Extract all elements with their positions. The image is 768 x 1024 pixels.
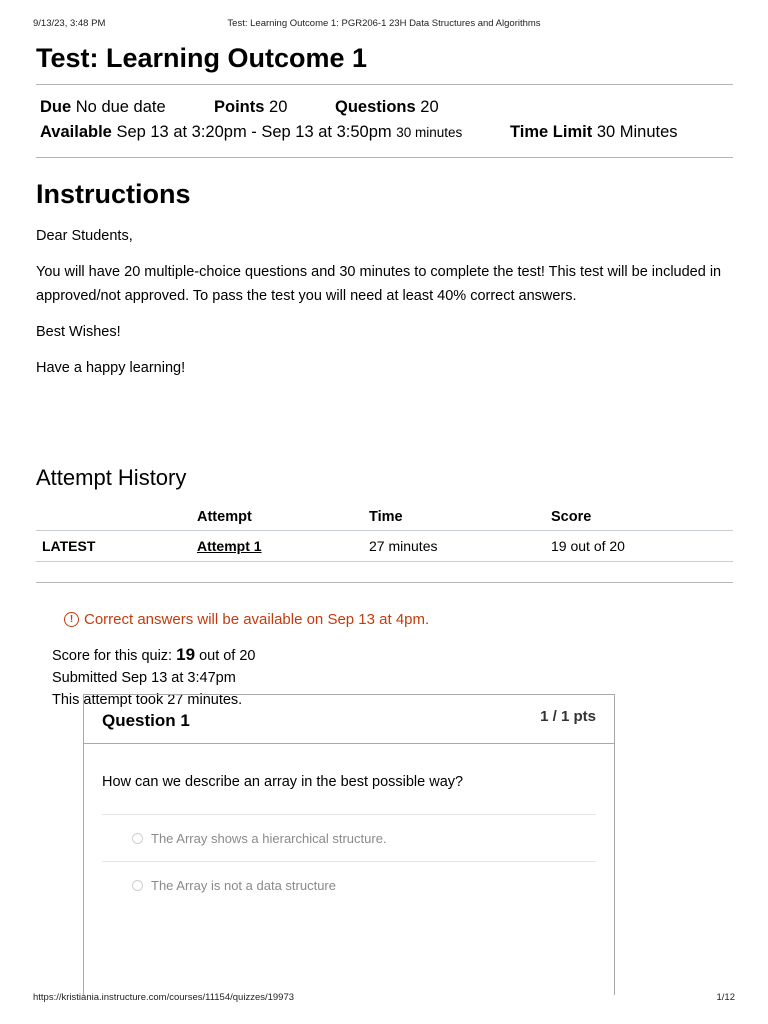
- quiz-page: [36, 38, 733, 711]
- question-header: [84, 695, 614, 744]
- print-datetime: 9/13/23, 3:48 PM: [33, 18, 106, 29]
- column-header: [36, 504, 191, 531]
- due-label: Due: [40, 98, 72, 116]
- answer-option[interactable]: [102, 814, 596, 861]
- available-value: Sep 13 at 3:20pm - Sep 13 at 3:50pm: [116, 123, 392, 141]
- quiz-details: [36, 85, 733, 157]
- due-value: No due date: [75, 98, 166, 116]
- divider: [36, 157, 733, 158]
- question-points: 1 / 1 pts: [540, 707, 596, 725]
- attempt-link[interactable]: Attempt 1: [197, 538, 262, 554]
- attempt-duration-text: This attempt took 27 minutes.: [52, 692, 243, 708]
- questions-label: Questions: [335, 98, 416, 116]
- print-page-number: 1/12: [716, 992, 735, 1003]
- instructions-paragraph: Best Wishes!: [36, 324, 121, 340]
- print-url: https://kristiania.instructure.com/courses/11154/quizzes/19973: [33, 992, 295, 1003]
- points-label: Points: [214, 98, 265, 116]
- radio-button[interactable]: [132, 833, 143, 844]
- attempt-history-heading: Attempt History: [36, 465, 187, 490]
- instructions-heading: Instructions: [36, 179, 191, 209]
- print-footer: [33, 992, 735, 1003]
- instructions-paragraph: Have a happy learning!: [36, 360, 186, 376]
- time-limit-value: 30 Minutes: [596, 123, 678, 141]
- alert-circle-icon: !: [64, 612, 79, 627]
- score-suffix: out of 20: [199, 648, 256, 664]
- question-card: [83, 694, 615, 995]
- answer-label: The Array is not a data structure: [151, 877, 336, 893]
- time-limit-label: Time Limit: [510, 123, 593, 141]
- instructions-body: [36, 224, 733, 380]
- column-header: Attempt: [191, 504, 363, 531]
- latest-tag: LATEST: [36, 531, 191, 562]
- question-text: How can we describe an array in the best possible way?: [102, 774, 464, 790]
- column-header: Time: [363, 504, 545, 531]
- questions-value: 20: [420, 98, 439, 116]
- score-value: 19: [176, 645, 196, 664]
- question-title: Question 1: [102, 711, 190, 730]
- points-value: 20: [269, 98, 288, 116]
- attempt-history-table: [36, 504, 733, 562]
- answer-label: The Array shows a hierarchical structure.: [151, 830, 387, 846]
- correct-answers-notice: [64, 611, 733, 628]
- page-title: Test: Learning Outcome 1: [36, 43, 368, 73]
- table-row: [36, 531, 733, 562]
- divider: [36, 582, 733, 583]
- print-doc-title: Test: Learning Outcome 1: PGR206-1 23H Data Structures and Algorithms: [227, 18, 541, 29]
- submitted-text: Submitted Sep 13 at 3:47pm: [52, 670, 236, 686]
- attempt-time: 27 minutes: [363, 531, 545, 562]
- available-duration: 30 minutes: [396, 125, 463, 140]
- radio-button[interactable]: [132, 880, 143, 891]
- instructions-paragraph: You will have 20 multiple-choice questions and 30 minutes to complete the test! This test will be included in approved/not approved. To pass the test you will need at least 40% correct answers.: [36, 264, 722, 304]
- score-line: [52, 644, 733, 667]
- column-header: Score: [545, 504, 733, 531]
- available-label: Available: [40, 123, 112, 141]
- print-header: [33, 18, 735, 29]
- table-header-row: [36, 504, 733, 531]
- answer-option[interactable]: [102, 861, 596, 908]
- score-prefix: Score for this quiz:: [52, 648, 173, 664]
- attempt-score: 19 out of 20: [545, 531, 733, 562]
- question-body: [84, 744, 614, 908]
- notice-text: Correct answers will be available on Sep 13 at 4pm.: [84, 611, 430, 628]
- instructions-paragraph: Dear Students,: [36, 228, 133, 244]
